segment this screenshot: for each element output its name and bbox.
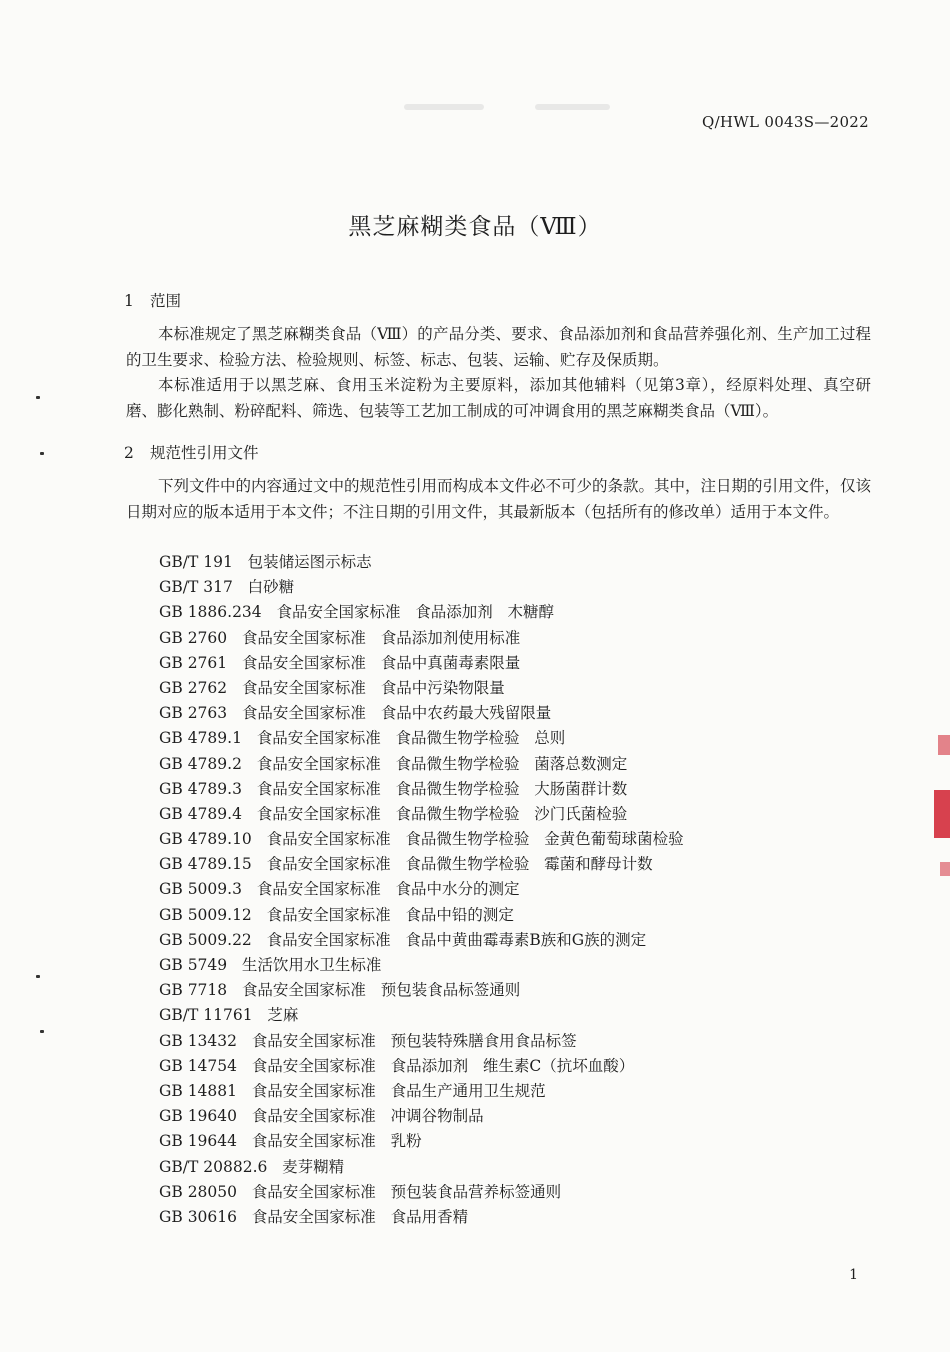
reference-item: GB 14754 食品安全国家标准 食品添加剂 维生素C（抗坏血酸） [159, 1056, 635, 1075]
reference-list [159, 550, 684, 1230]
reference-item: GB 30616 食品安全国家标准 食品用香精 [159, 1207, 469, 1226]
reference-item: GB 5009.3 食品安全国家标准 食品中水分的测定 [159, 880, 520, 899]
reference-item: GB 4789.10 食品安全国家标准 食品微生物学检验 金黄色葡萄球菌检验 [159, 830, 684, 849]
reference-item: GB 19640 食品安全国家标准 冲调谷物制品 [159, 1107, 484, 1126]
section-1-heading [124, 289, 181, 311]
scan-dot [40, 452, 44, 455]
reference-item: GB 19644 食品安全国家标准 乳粉 [159, 1132, 422, 1151]
section-2-intro: 下列文件中的内容通过文中的规范性引用而构成本文件必不可少的条款。其中，注日期的引用文件，仅该日期对应的版本适用于本文件；不注日期的引用文件，其最新版本（包括所有的修改单）适用于本文件。 [126, 477, 872, 521]
scan-dot [36, 975, 40, 978]
reference-item: GB 7718 食品安全国家标准 预包装食品标签通则 [159, 981, 521, 1000]
document-code: Q/HWL 0043S—2022 [701, 113, 869, 131]
seal-fragment [940, 862, 950, 876]
section-1-paragraph-2: 本标准适用于以黑芝麻、食用玉米淀粉为主要原料，添加其他辅料（见第3章），经原料处理、真空研磨、膨化熟制、粉碎配料、筛选、包装等工艺加工制成的可冲调食用的黑芝麻糊类食品（Ⅷ）。 [126, 376, 871, 420]
document-title: 黑芝麻糊类食品（Ⅷ） [348, 214, 602, 240]
scan-artifact [404, 104, 484, 110]
reference-item: GB 13432 食品安全国家标准 预包装特殊膳食用食品标签 [159, 1031, 577, 1050]
page-number: 1 [849, 1267, 858, 1283]
section-number: 1 [124, 292, 134, 310]
reference-item: GB 4789.2 食品安全国家标准 食品微生物学检验 菌落总数测定 [159, 754, 628, 773]
seal-fragment [934, 790, 950, 838]
scan-dot [40, 1030, 44, 1033]
reference-item: GB/T 20882.6 麦芽糊精 [159, 1157, 345, 1176]
reference-item: GB 5749 生活饮用水卫生标准 [159, 956, 382, 974]
reference-item: GB/T 317 白砂糖 [159, 578, 295, 597]
reference-item: GB 28050 食品安全国家标准 预包装食品营养标签通则 [159, 1182, 562, 1201]
section-2-heading [124, 441, 259, 463]
reference-item: GB 2763 食品安全国家标准 食品中农药最大残留限量 [159, 704, 552, 723]
seal-fragment [938, 735, 950, 755]
reference-item: GB 2761 食品安全国家标准 食品中真菌毒素限量 [159, 653, 521, 672]
reference-item: GB 5009.12 食品安全国家标准 食品中铅的测定 [159, 905, 514, 924]
reference-item: GB 4789.4 食品安全国家标准 食品微生物学检验 沙门氏菌检验 [159, 804, 628, 823]
section-title: 范围 [150, 292, 182, 310]
section-title: 规范性引用文件 [150, 444, 259, 462]
section-1-paragraph-1: 本标准规定了黑芝麻糊类食品（Ⅷ）的产品分类、要求、食品添加剂和食品营养强化剂、生产加工过程的卫生要求、检验方法、检验规则、标签、标志、包装、运输、贮存及保质期。 [126, 325, 871, 369]
scan-artifact [535, 104, 610, 110]
reference-item: GB 4789.15 食品安全国家标准 食品微生物学检验 霉菌和酵母计数 [159, 855, 653, 874]
reference-item: GB 4789.3 食品安全国家标准 食品微生物学检验 大肠菌群计数 [159, 779, 628, 798]
reference-item: GB 14881 食品安全国家标准 食品生产通用卫生规范 [159, 1081, 546, 1100]
reference-item: GB 5009.22 食品安全国家标准 食品中黄曲霉毒素B族和G族的测定 [159, 930, 647, 949]
reference-item: GB/T 191 包装储运图示标志 [159, 553, 372, 571]
reference-item: GB 1886.234 食品安全国家标准 食品添加剂 木糖醇 [159, 603, 555, 622]
reference-item: GB 2762 食品安全国家标准 食品中污染物限量 [159, 678, 505, 697]
reference-item: GB/T 11761 芝麻 [159, 1006, 299, 1025]
scan-dot [36, 396, 40, 399]
reference-item: GB 4789.1 食品安全国家标准 食品微生物学检验 总则 [159, 729, 566, 748]
section-number: 2 [124, 444, 134, 462]
reference-item: GB 2760 食品安全国家标准 食品添加剂使用标准 [159, 628, 521, 647]
